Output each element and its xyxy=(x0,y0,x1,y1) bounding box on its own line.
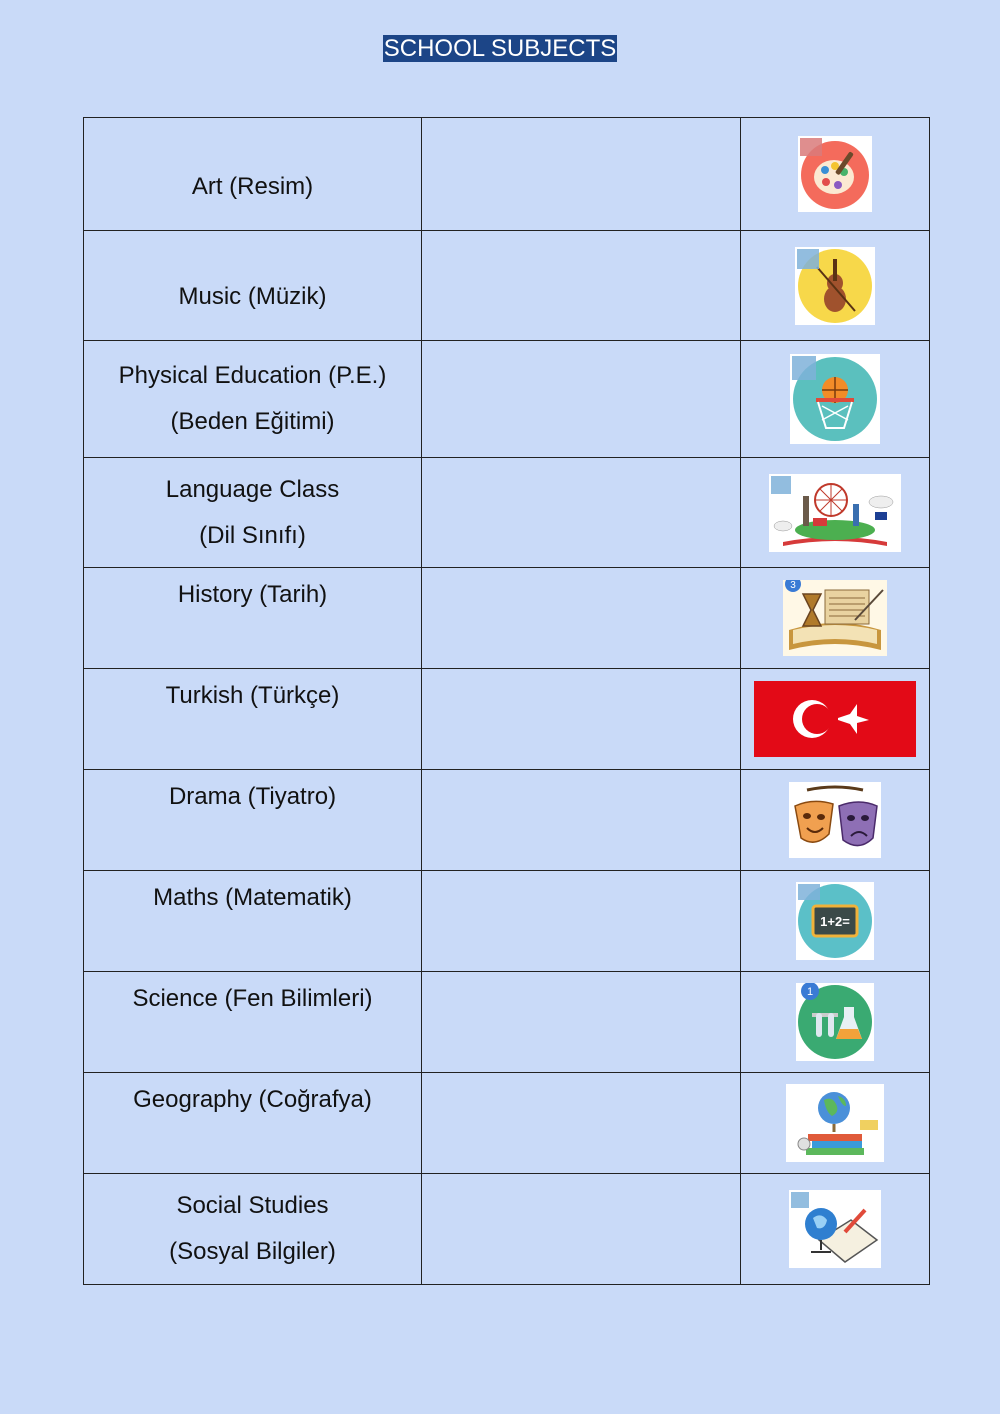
art-palette-icon xyxy=(798,136,872,212)
subject-name-cell xyxy=(84,972,422,1073)
subject-name-cell xyxy=(84,871,422,972)
table-row xyxy=(84,118,930,231)
subject-image-cell xyxy=(741,458,930,568)
page-title xyxy=(0,35,1000,63)
answer-cell[interactable] xyxy=(422,770,741,871)
language-book-icon xyxy=(769,474,901,552)
subject-image-cell xyxy=(741,1073,930,1174)
globe-books-icon xyxy=(786,1084,884,1162)
table-row xyxy=(84,972,930,1073)
turkish-flag-icon xyxy=(754,681,916,757)
answer-cell[interactable] xyxy=(422,118,741,231)
subject-image-cell xyxy=(741,972,930,1073)
page-title-text: SCHOOL SUBJECTS xyxy=(383,35,617,62)
subject-name-cell xyxy=(84,341,422,458)
theater-masks-icon xyxy=(789,782,881,858)
subject-name-turkish: (Sosyal Bilgiler) xyxy=(169,1238,336,1265)
subject-image-cell xyxy=(741,231,930,341)
subject-name: Music (Müzik) xyxy=(178,283,327,310)
subject-name: Social Studies xyxy=(176,1192,329,1219)
subject-name: Art (Resim) xyxy=(191,173,314,200)
subject-image-cell xyxy=(741,770,930,871)
table-row xyxy=(84,871,930,972)
answer-cell[interactable] xyxy=(422,568,741,669)
badge-number: 1 xyxy=(806,986,814,998)
table-row xyxy=(84,669,930,770)
badge-number: 3 xyxy=(790,580,796,591)
subject-name: Physical Education (P.E.) xyxy=(118,362,387,389)
svg-text:1+2=: 1+2= xyxy=(820,914,850,929)
table-row xyxy=(84,231,930,341)
answer-cell[interactable] xyxy=(422,458,741,568)
subject-image-cell xyxy=(741,871,930,972)
subject-name: Drama (Tiyatro) xyxy=(168,783,337,810)
subject-name: Geography (Coğrafya) xyxy=(133,1086,372,1113)
basketball-hoop-icon xyxy=(790,354,880,444)
subject-image-cell xyxy=(741,568,930,669)
subject-name-cell xyxy=(84,568,422,669)
answer-cell[interactable] xyxy=(422,669,741,770)
subject-name-cell xyxy=(84,231,422,341)
subject-name-cell xyxy=(84,1174,422,1285)
answer-cell[interactable] xyxy=(422,1073,741,1174)
answer-cell[interactable] xyxy=(422,1174,741,1285)
history-book-icon xyxy=(783,580,887,656)
subject-name: Turkish (Türkçe) xyxy=(165,682,340,709)
subject-image-cell xyxy=(741,118,930,231)
subjects-table xyxy=(83,117,930,1285)
violin-icon xyxy=(795,247,875,325)
answer-cell[interactable] xyxy=(422,341,741,458)
table-row xyxy=(84,458,930,568)
subject-name-turkish: (Beden Eğitimi) xyxy=(170,408,335,435)
subject-image-cell xyxy=(741,1174,930,1285)
subject-image-cell xyxy=(741,669,930,770)
subject-name-turkish: (Dil Sınıfı) xyxy=(199,521,306,549)
table-row xyxy=(84,568,930,669)
subject-name: Science (Fen Bilimleri) xyxy=(132,985,373,1012)
lab-flask-icon xyxy=(796,983,874,1061)
subject-name-cell xyxy=(84,458,422,568)
answer-cell[interactable] xyxy=(422,871,741,972)
table-row xyxy=(84,1174,930,1285)
subject-name-cell xyxy=(84,1073,422,1174)
table-row xyxy=(84,341,930,458)
chalkboard-math-icon xyxy=(796,882,874,960)
answer-cell[interactable] xyxy=(422,972,741,1073)
subject-image-cell xyxy=(741,341,930,458)
subject-name-cell xyxy=(84,770,422,871)
subject-name: History (Tarih) xyxy=(177,581,328,608)
subject-name-cell xyxy=(84,669,422,770)
globe-book-pencil-icon xyxy=(789,1190,881,1268)
table-row xyxy=(84,770,930,871)
subject-name: Maths (Matematik) xyxy=(153,884,352,911)
answer-cell[interactable] xyxy=(422,231,741,341)
subject-name: Language Class xyxy=(165,475,340,503)
table-row xyxy=(84,1073,930,1174)
subject-name-cell xyxy=(84,118,422,231)
